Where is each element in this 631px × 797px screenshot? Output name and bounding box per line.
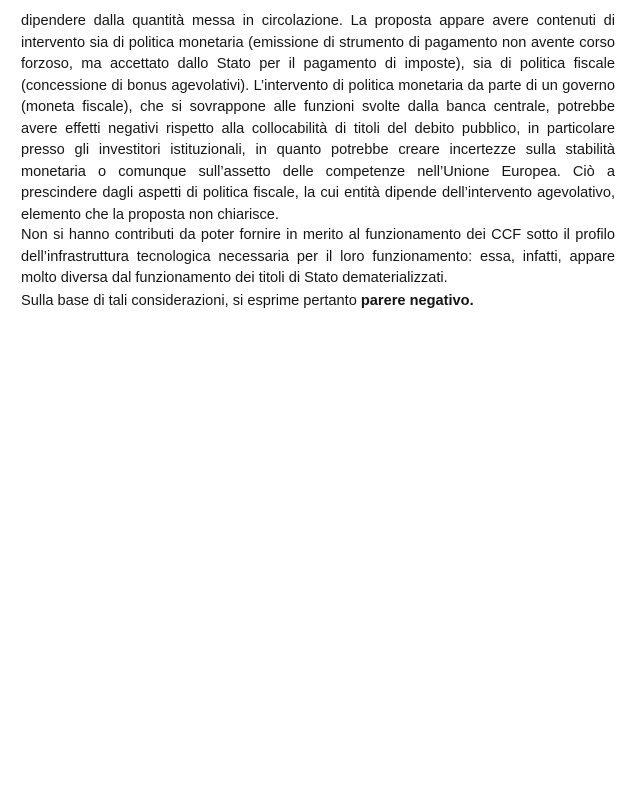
conclusion-verdict: parere negativo. [360,293,474,309]
paragraph-conclusion [21,291,615,313]
conclusion-text: Sulla base di tali considerazioni, si esprime pertanto [21,293,361,309]
paragraph-technology-infrastructure: Non si hanno contributi da poter fornire in merito al funzionamento dei CCF sotto il profilo dell’infrastruttura tecnologica necessaria per il loro funzionamento: essa, infatti, appare molto diversa dal funzionamento dei titoli di Stato dematerializzati. [21,227,615,286]
paragraph-monetary-policy: dipendere dalla quantità messa in circolazione. La proposta appare avere contenuti di intervento sia di politica monetaria (emissione di strumento di pagamento non avente corso forzoso, ma accettato dallo Stato per il pagamento di imposte), sia di politica fiscale (concessione di bonus agevolativi). L’intervento di politica monetaria da parte di un governo (moneta fiscale), che si sovrappone alle funzioni svolte dalla banca centrale, potrebbe avere effetti negativi rispetto alla collocabilità di titoli del debito pubblico, in particolare presso gli investitori istituzionali, in quanto potrebbe creare incertezze sulla stabilità monetaria o comunque sull’assetto delle competenze nell’Unione Europea. Ciò a prescindere dagli aspetti di politica fiscale, la cui entità dipende dell’intervento agevolativo, elemento che la proposta non chiarisce. [21,13,615,223]
